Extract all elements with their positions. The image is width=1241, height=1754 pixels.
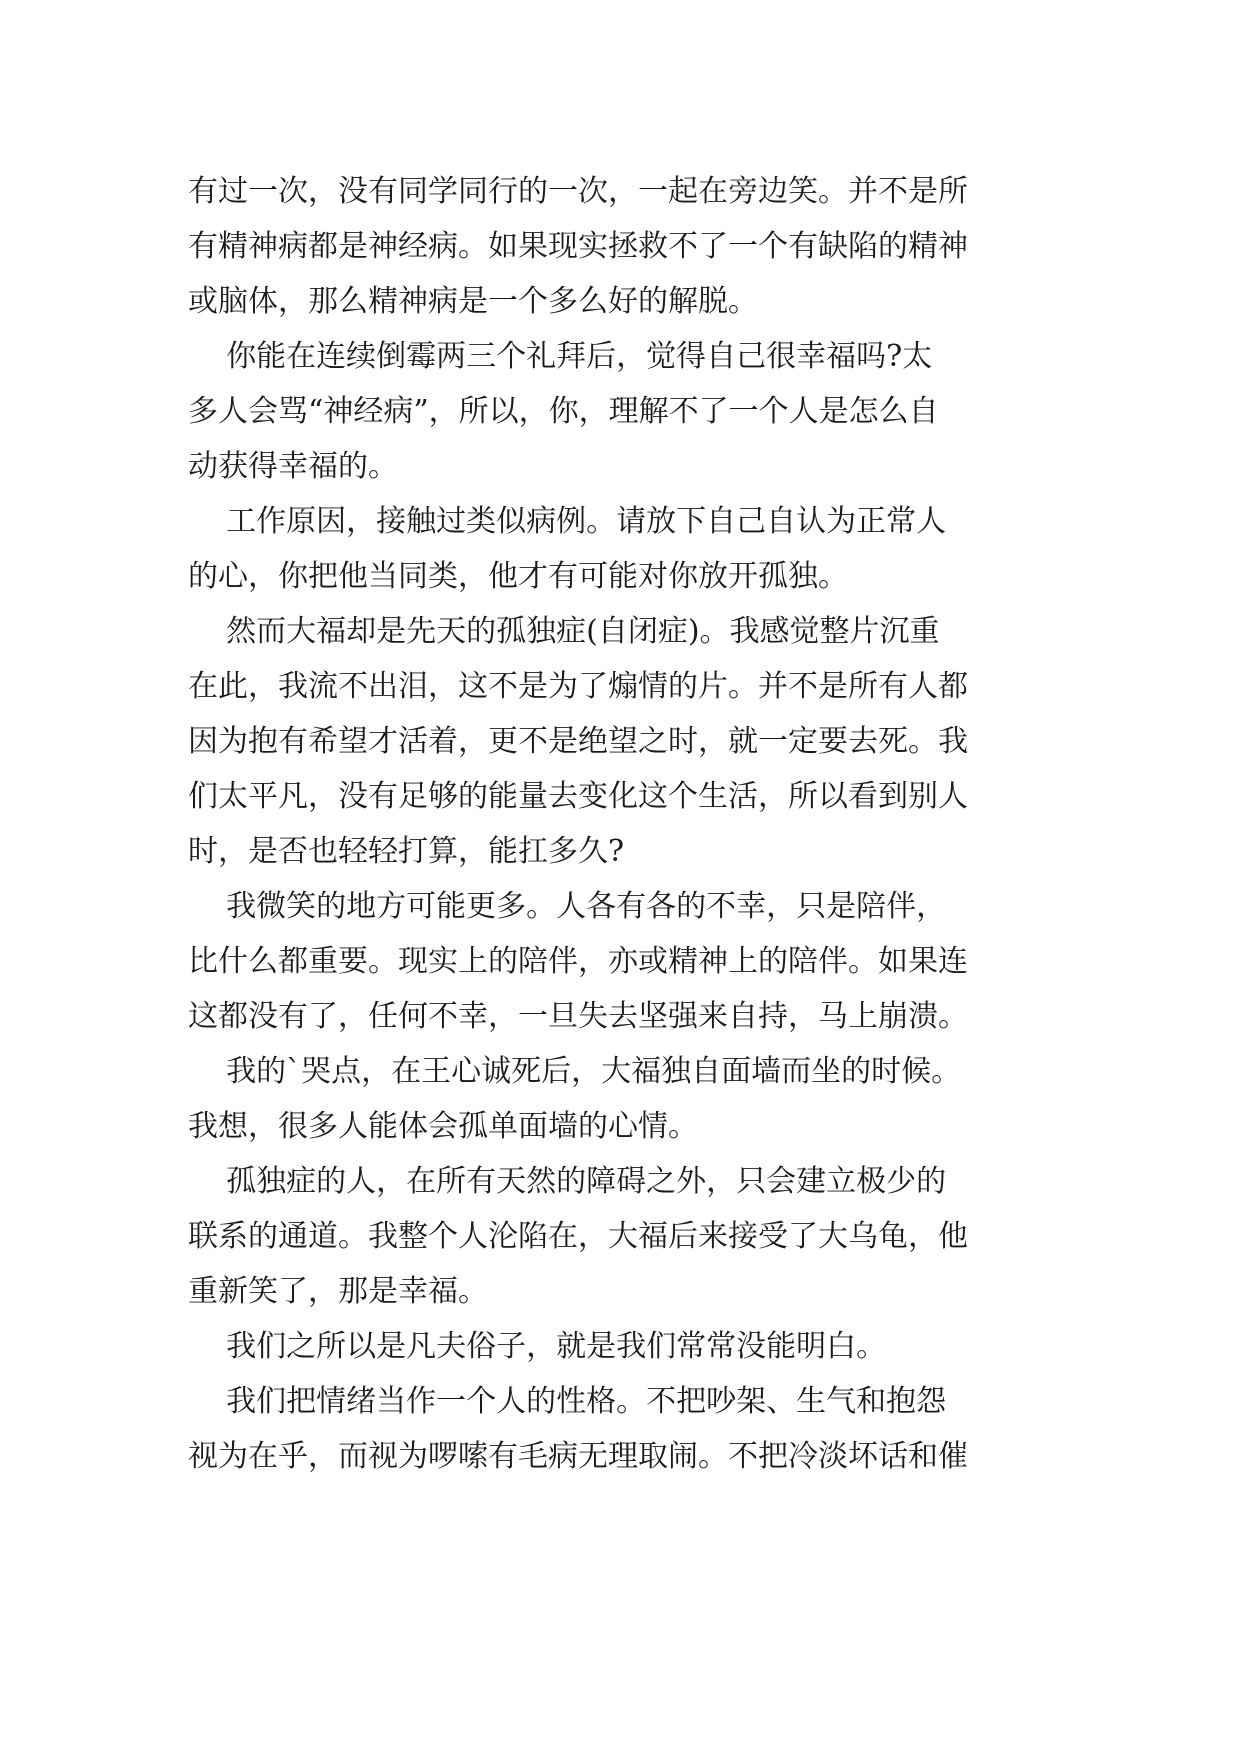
text-line: 因为抱有希望才活着，更不是绝望之时，就一定要去死。我: [188, 724, 968, 759]
text-line: 视为在乎，而视为啰嗦有毛病无理取闹。不把冷淡坏话和催: [188, 1439, 968, 1474]
text-line: 有精神病都是神经病。如果现实拯救不了一个有缺陷的精神: [188, 229, 968, 264]
text-line: 我们之所以是凡夫俗子，就是我们常常没能明白。: [188, 1329, 887, 1364]
text-line: 然而大福却是先天的孤独症(自闭症)。我感觉整片沉重: [188, 614, 940, 649]
text-line: 我的`哭点，在王心诚死后，大福独自面墙而坐的时候。: [188, 1054, 962, 1089]
text-line: 们太平凡，没有足够的能量去变化这个生活，所以看到别人: [188, 779, 968, 814]
text-line: 比什么都重要。现实上的陪伴，亦或精神上的陪伴。如果连: [188, 944, 968, 979]
text-line: 工作原因，接触过类似病例。请放下自己自认为正常人: [188, 504, 947, 539]
text-line: 时，是否也轻轻打算，能扛多久?: [188, 834, 625, 869]
text-line: 动获得幸福的。: [188, 449, 398, 484]
text-line: 联系的通道。我整个人沦陷在，大福后来接受了大乌龟，他: [188, 1219, 968, 1254]
text-line: 我们把情绪当作一个人的性格。不把吵架、生气和抱怨: [188, 1384, 947, 1419]
text-line: 孤独症的人，在所有天然的障碍之外，只会建立极少的: [188, 1164, 947, 1199]
text-line: 多人会骂“神经病”，所以，你，理解不了一个人是怎么自: [188, 394, 939, 429]
text-line: 我微笑的地方可能更多。人各有各的不幸，只是陪伴，: [188, 889, 947, 924]
text-line: 你能在连续倒霉两三个礼拜后，觉得自己很幸福吗?太: [188, 339, 933, 374]
text-line: 在此，我流不出泪，这不是为了煽情的片。并不是所有人都: [188, 669, 968, 704]
text-line: 的心，你把他当同类，他才有可能对你放开孤独。: [188, 559, 848, 594]
text-line: 重新笑了，那是幸福。: [188, 1274, 488, 1309]
text-line: 有过一次，没有同学同行的一次，一起在旁边笑。并不是所: [188, 174, 968, 209]
text-line: 或脑体，那么精神病是一个多么好的解脱。: [188, 284, 758, 319]
text-line: 这都没有了，任何不幸，一旦失去坚强来自持，马上崩溃。: [188, 999, 968, 1034]
text-line: 我想，很多人能体会孤单面墙的心情。: [188, 1109, 698, 1144]
